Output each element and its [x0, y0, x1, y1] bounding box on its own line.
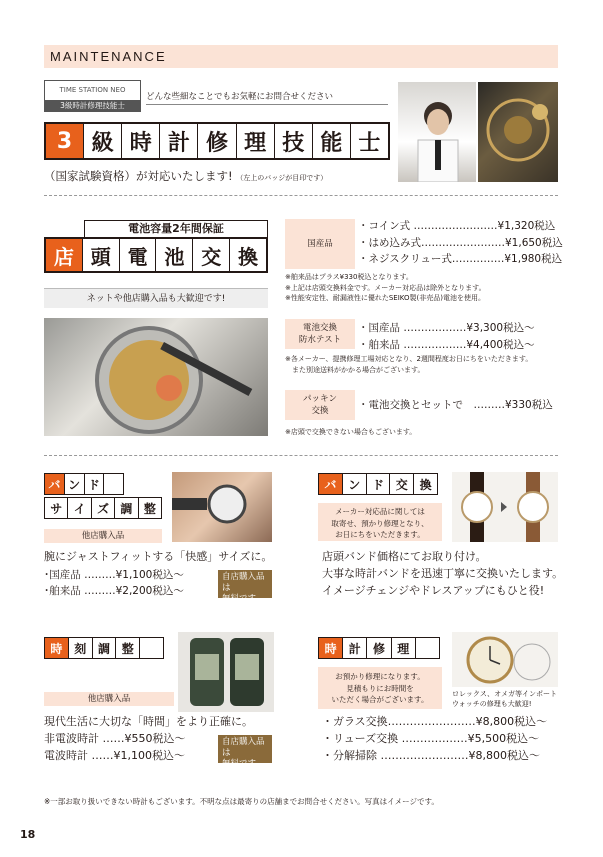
movement-photo — [478, 82, 558, 182]
repair-photo — [452, 632, 558, 687]
intro-subtitle — [44, 168, 327, 184]
title-char: 士 — [350, 124, 388, 158]
badge-label: 3級時計修理技能士 — [45, 100, 140, 112]
price-item: ・電池交換とセットで ………¥330税込 — [358, 399, 553, 411]
other-store-label: 他店購入品 — [44, 529, 162, 543]
note-line: ※舶来品はプラス¥330税込となります。 — [285, 273, 413, 281]
title-char: 時 — [121, 124, 159, 158]
note-line: ※上記は店頭交換料金です。メーカー対応品は除外となります。 — [285, 283, 486, 292]
intro-tagline: どんな些細なことでもお気軽にお問合せください — [146, 90, 388, 105]
price-item: ・国産品 ………………¥3,300税込〜 — [358, 322, 535, 334]
packing-price — [358, 397, 553, 414]
section-header — [44, 45, 558, 68]
footer-note: ※一部お取り扱いできない時計もございます。不明な点は最寄りの店舗までお問合せください。写真はイメージです。 — [44, 797, 439, 806]
band-exchange-photo — [452, 472, 558, 542]
title-char: 交 — [389, 474, 413, 494]
title-char: 頭 — [82, 239, 119, 271]
title-char: 電 — [119, 239, 156, 271]
title-char: 調 — [92, 638, 116, 658]
title-char: 整 — [115, 638, 139, 658]
text-line: 大事な時計バンドを迅速丁寧に交換いたします。 — [322, 567, 564, 580]
text-line: 電波時計 ……¥1,100税込〜 — [44, 749, 185, 762]
packing-label: パッキン 交換 — [285, 390, 355, 420]
title-char: 換 — [229, 239, 266, 271]
title-char: 理 — [391, 638, 415, 658]
title-char: 修 — [197, 124, 235, 158]
title-char: 計 — [342, 638, 366, 658]
free-badge: 自店購入品は 無料です — [218, 570, 272, 598]
price-item: ・コイン式 ……………………¥1,320税込 — [358, 220, 556, 232]
band-exchange-text — [322, 548, 563, 599]
title-char: 理 — [236, 124, 274, 158]
intro-subtitle-note: （左上のバッジが目印です） — [236, 174, 328, 182]
repair-photo-caption: ロレックス、オメガ等インポート ウォッチの修理も大歓迎! — [452, 690, 557, 708]
title-char: 店 — [46, 239, 82, 271]
battery-notes-1 — [285, 272, 560, 304]
note-line: ※性能安定性、耐漏液性に優れたSEIKO製(非売品)電池を使用。 — [285, 294, 485, 302]
title-char: 計 — [159, 124, 197, 158]
waterproof-price-list — [358, 320, 535, 353]
band-size-prices — [44, 568, 184, 599]
title-char: バ — [45, 474, 64, 494]
guarantee-label: 電池容量2年間保証 — [84, 220, 268, 237]
title-char — [139, 638, 163, 658]
battery-notes-2 — [285, 354, 560, 375]
title-char: ン — [64, 474, 84, 494]
title-char — [415, 638, 439, 658]
repair-title — [318, 637, 440, 659]
repair-note: お預かり修理になります。 見積もりにお時間を いただく場合がございます。 — [318, 667, 442, 709]
band-size-photo — [172, 472, 272, 542]
free-badge: 自店購入品は 無料です — [218, 735, 272, 763]
band-size-lead: 腕にジャストフィットする「快感」サイズに。 — [44, 550, 273, 563]
technician-badge — [44, 80, 141, 112]
title-char — [103, 474, 123, 494]
text-line: 店頭バンド価格にてお取り付け。 — [322, 550, 487, 563]
text-line: 非電波時計 ……¥550税込〜 — [44, 732, 186, 745]
title-char: 池 — [155, 239, 192, 271]
section-title: MAINTENANCE — [50, 49, 167, 64]
title-char: 技 — [274, 124, 312, 158]
price-item: ・ガラス交換……………………¥8,800税込〜 — [322, 715, 548, 728]
text-line: 現代生活に大切な「時間」をより正確に。 — [44, 715, 253, 728]
price-item: ･国産品 ………¥1,100税込〜 — [44, 569, 184, 581]
battery-photo — [44, 318, 268, 436]
title-char: ズ — [91, 498, 114, 518]
price-item: ・分解掃除 ……………………¥8,800税込〜 — [322, 749, 540, 762]
title-char: 級 — [83, 124, 121, 158]
price-item: ・舶来品 ………………¥4,400税込〜 — [358, 338, 535, 351]
title-char: バ — [319, 474, 342, 494]
waterproof-label: 電池交換 防水テスト — [285, 319, 355, 349]
band-size-title-row1 — [44, 473, 124, 495]
band-exchange-title — [318, 473, 438, 495]
welcome-banner: ネットや他店購入品も大歓迎です! — [44, 288, 268, 308]
title-char: 換 — [413, 474, 437, 494]
band-size-title-row2 — [44, 497, 162, 519]
title-char: 調 — [114, 498, 137, 518]
battery-title — [44, 237, 268, 273]
intro-subtitle-text: （国家試験資格）が対応いたします! — [44, 169, 233, 183]
title-char: ン — [342, 474, 366, 494]
band-exchange-note: メーカー対応品に関しては 取寄せ、預かり修理となり、 お日にちをいただきます。 — [318, 503, 442, 541]
divider — [44, 455, 558, 456]
technician-photo — [398, 82, 476, 182]
divider — [44, 195, 558, 196]
title-char: 時 — [319, 638, 342, 658]
price-item: ・ネジスクリュー式……………¥1,980税込 — [358, 253, 563, 265]
page-number: 18 — [20, 828, 36, 841]
note-line: ※各メーカー、提携修理工場対応となり、2週間程度お日にちをいただきます。 — [285, 355, 533, 363]
title-char: イ — [67, 498, 90, 518]
title-char: 交 — [192, 239, 229, 271]
price-item: ･舶来品 ………¥2,200税込〜 — [44, 584, 184, 597]
domestic-price-list — [358, 218, 563, 268]
title-char: ド — [84, 474, 104, 494]
title-char: サ — [50, 501, 63, 516]
note-line: また別途送料がかかる場合がございます。 — [292, 365, 425, 374]
text-line: イメージチェンジやドレスアップにもひと役! — [322, 584, 545, 597]
badge-logo: TIME STATION NEO — [59, 86, 126, 94]
other-store-label: 他店購入品 — [44, 692, 174, 706]
time-adjust-photo — [178, 632, 274, 712]
title-char: 刻 — [68, 638, 92, 658]
battery-note-3: ※店頭で交換できない場合もございます。 — [285, 428, 417, 436]
title-char: ド — [366, 474, 390, 494]
repair-prices — [322, 713, 547, 764]
title-char: 修 — [366, 638, 390, 658]
domestic-label: 国産品 — [285, 219, 355, 269]
title-char: 整 — [138, 498, 161, 518]
title-char: 時 — [45, 638, 68, 658]
title-char: 能 — [312, 124, 350, 158]
title-char: 3 — [46, 124, 83, 158]
price-item: ・はめ込み式……………………¥1,650税込 — [358, 236, 563, 249]
technician-title — [44, 122, 390, 160]
price-item: ・リューズ交換 ………………¥5,500税込〜 — [322, 732, 540, 745]
time-adjust-title — [44, 637, 164, 659]
